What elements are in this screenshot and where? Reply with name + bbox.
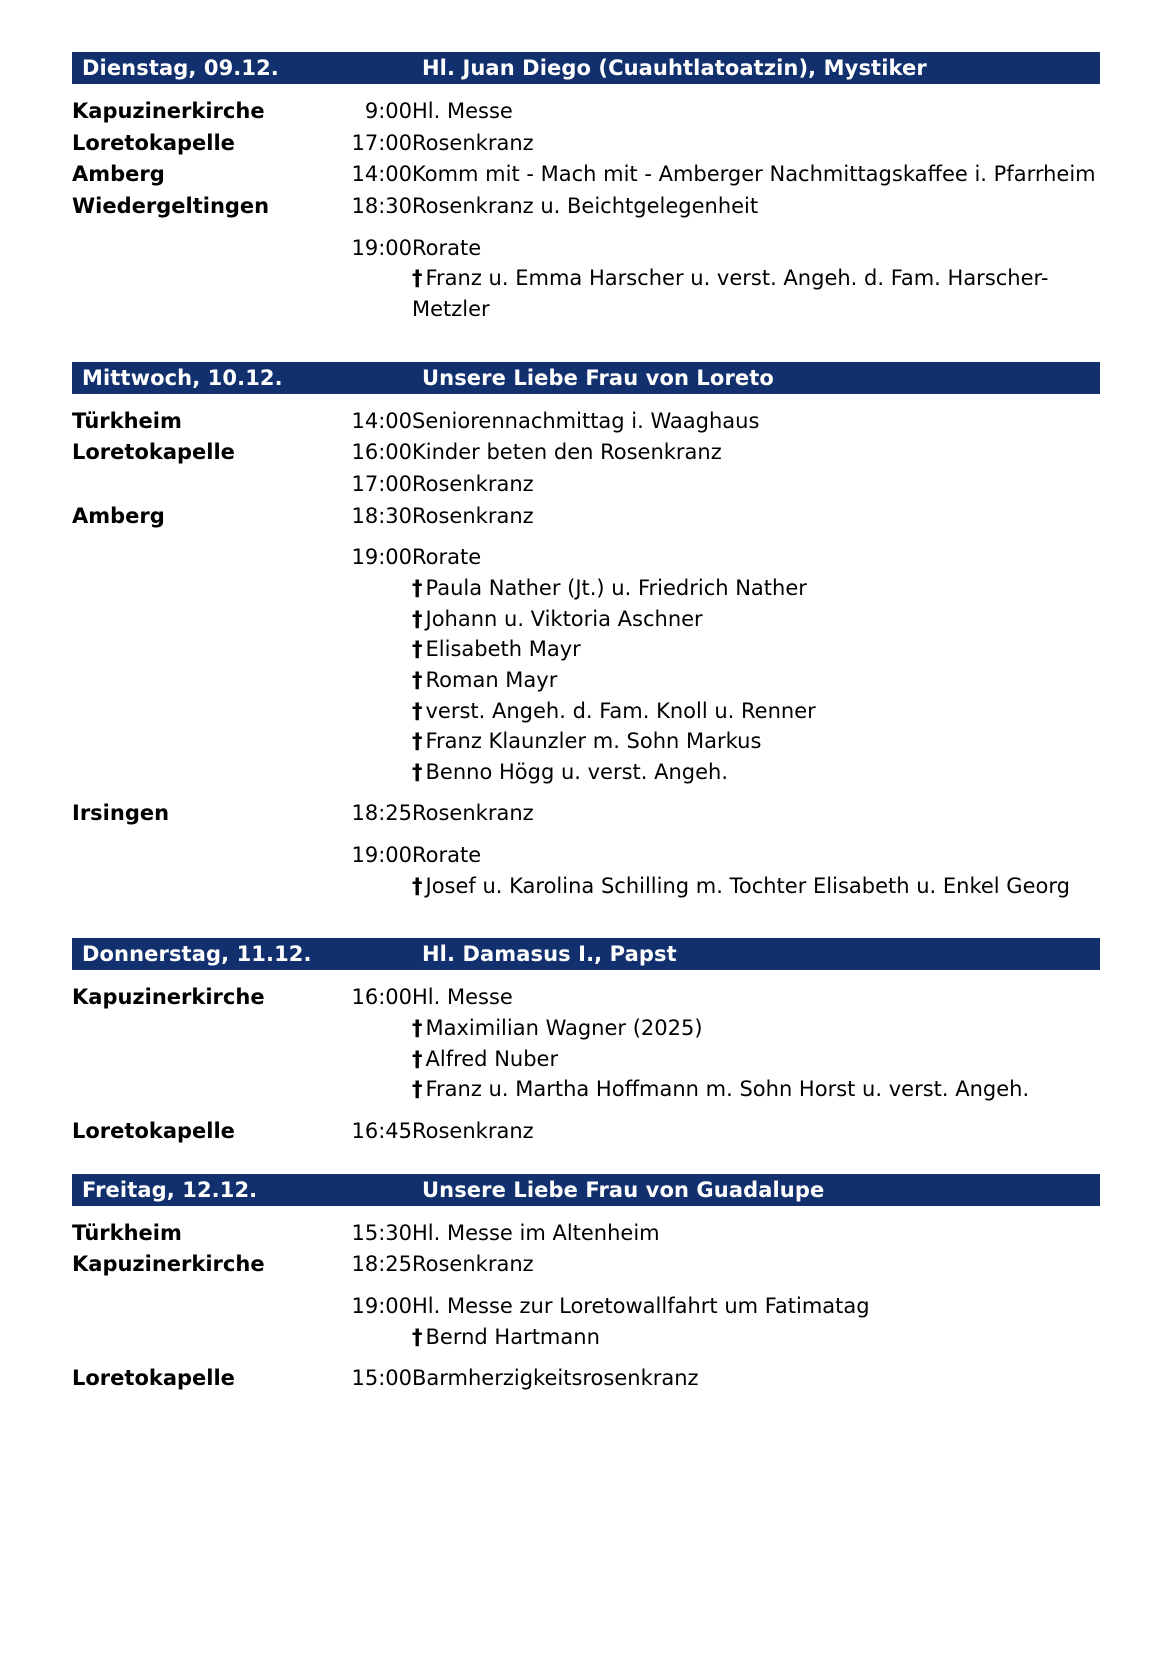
service-line [412,233,1100,264]
line-text: Rosenkranz u. Beichtgelegenheit [412,193,759,218]
day-date: Donnerstag, 11.12. [82,942,312,967]
entries-table [72,982,1100,1147]
service-line [412,840,1100,871]
entry-description [412,1218,1100,1250]
entries-table [72,96,1100,336]
day-feast: Hl. Damasus I., Papst [422,942,677,967]
table-row [72,191,1100,223]
service-line [412,469,1100,500]
row-spacer [72,532,1100,542]
entry-place: Türkheim [72,1220,182,1245]
day-feast: Unsere Liebe Frau von Loreto [422,365,774,390]
row-spacer-cell [72,223,1100,233]
entry-place [72,469,294,501]
intention-line [412,757,1100,788]
row-spacer-cell [72,532,1100,542]
line-text: verst. Angeh. d. Fam. Knoll u. Renner [425,698,816,723]
cross-icon: † [412,575,423,600]
days-container [72,52,1100,1395]
service-line [412,128,1100,159]
line-text: Rorate [412,545,482,570]
service-line [412,406,1100,437]
intention-line [412,1013,1100,1044]
entry-description [412,1116,1100,1148]
line-text: Hl. Messe im Altenheim [412,1220,660,1245]
service-line [412,191,1100,222]
intention-line [412,634,1100,665]
entries-table [72,1218,1100,1395]
entry-time: 16:00 [351,985,412,1010]
line-text: Maximilian Wagner (2025) [425,1016,703,1041]
entry-time: 16:00 [351,440,412,465]
row-spacer-cell [72,1106,1100,1116]
service-line [412,437,1100,468]
line-text: Paula Nather (Jt.) u. Friedrich Nather [425,575,807,600]
cross-icon: † [412,266,423,291]
line-text: Franz u. Emma Harscher u. verst. Angeh. d. Fam. Harscher-Metzler [412,266,1049,321]
day-date: Mittwoch, 10.12. [82,365,283,390]
intention-line [412,263,1100,324]
entry-place: Loretokapelle [72,440,235,465]
entry-time: 18:30 [351,503,412,528]
entry-time: 9:00 [364,99,412,123]
line-text: Kinder beten den Rosenkranz [412,440,722,465]
day-header [72,362,1100,394]
cross-icon: † [412,606,423,631]
entry-description [412,437,1100,469]
table-row [72,233,1100,326]
entry-description [412,1291,1100,1353]
cross-icon: † [412,759,423,784]
line-text: Seniorennachmittag i. Waaghaus [412,408,760,433]
line-text: Franz Klaunzler m. Sohn Markus [425,729,762,754]
entry-description [412,798,1100,830]
day-block [72,52,1100,336]
row-spacer [72,1106,1100,1116]
row-spacer-cell [72,830,1100,840]
row-spacer-cell [72,1353,1100,1363]
cross-icon: † [412,637,423,662]
entry-place: Amberg [72,162,165,187]
entry-description [412,1363,1100,1395]
day-block [72,938,1100,1147]
line-text: Rosenkranz [412,130,534,155]
entry-place: Wiedergeltingen [72,193,270,218]
row-spacer [72,326,1100,336]
intention-line [412,871,1100,902]
line-text: Rosenkranz [412,503,534,528]
service-line [412,1218,1100,1249]
entry-time: 17:00 [351,471,412,496]
service-line [412,1116,1100,1147]
entry-place [72,840,294,902]
service-line [412,1363,1100,1394]
table-row [72,406,1100,438]
service-line [412,96,1100,127]
row-spacer-cell [72,902,1100,912]
entry-description [412,233,1100,326]
day-feast: Hl. Juan Diego (Cuauhtlatoatzin), Mystiker [422,56,927,80]
line-text: Rorate [412,843,482,868]
entry-description [412,191,1100,223]
intention-line [412,1322,1100,1353]
service-line [412,1249,1100,1280]
table-row [72,1363,1100,1395]
line-text: Barmherzigkeitsrosenkranz [412,1366,699,1391]
entry-time: 19:00 [351,235,412,260]
table-row [72,469,1100,501]
entry-description [412,469,1100,501]
entry-time: 16:45 [351,1119,412,1144]
entry-time: 18:25 [351,801,412,826]
entry-time: 19:00 [351,545,412,570]
entry-time: 15:30 [351,1220,412,1245]
table-row [72,501,1100,533]
entry-description [412,159,1100,191]
cross-icon: † [412,729,423,754]
entry-description [412,840,1100,902]
table-row [72,1291,1100,1353]
entry-time: 14:00 [351,408,412,433]
entry-description [412,982,1100,1106]
line-text: Rorate [412,235,482,260]
entry-place [72,542,294,788]
day-date: Freitag, 12.12. [82,1177,258,1202]
entry-time: 19:00 [351,1294,412,1319]
line-text: Hl. Messe zur Loretowallfahrt um Fatimatag [412,1294,870,1319]
cross-icon: † [412,1046,423,1071]
intention-line [412,665,1100,696]
line-text: Rosenkranz [412,801,534,826]
entry-description [412,501,1100,533]
entries-table [72,406,1100,913]
row-spacer [72,223,1100,233]
cross-icon: † [412,698,423,723]
row-spacer-cell [72,1281,1100,1291]
line-text: Alfred Nuber [425,1046,559,1071]
entry-place: Kapuzinerkirche [72,99,265,123]
service-line [412,542,1100,573]
table-row [72,840,1100,902]
line-text: Johann u. Viktoria Aschner [425,606,703,631]
line-text: Komm mit - Mach mit - Amberger Nachmittagskaffee i. Pfarrheim [412,162,1096,187]
entry-place: Irsingen [72,801,170,826]
entry-description [412,1249,1100,1281]
cross-icon: † [412,1016,423,1041]
intention-line [412,1074,1100,1105]
table-row [72,437,1100,469]
table-row [72,982,1100,1106]
line-text: Hl. Messe [412,985,513,1010]
entry-time: 17:00 [351,130,412,155]
row-spacer [72,830,1100,840]
line-text: Roman Mayr [425,667,558,692]
table-row [72,96,1100,128]
day-header [72,52,1100,84]
intention-line [412,573,1100,604]
entry-place: Türkheim [72,408,182,433]
day-block [72,1174,1100,1395]
entry-place: Kapuzinerkirche [72,1252,265,1277]
row-spacer-cell [72,788,1100,798]
entry-time: 14:00 [351,162,412,187]
entry-place [72,233,294,326]
intention-line [412,1044,1100,1075]
intention-line [412,726,1100,757]
entry-time: 15:00 [351,1366,412,1391]
line-text: Franz u. Martha Hoffmann m. Sohn Horst u. verst. Angeh. [425,1077,1030,1102]
day-feast: Unsere Liebe Frau von Guadalupe [422,1177,825,1202]
service-line [412,982,1100,1013]
entry-place: Loretokapelle [72,130,235,155]
entry-place: Amberg [72,503,165,528]
entry-place: Loretokapelle [72,1119,235,1144]
row-spacer [72,1353,1100,1363]
entry-place [72,1291,294,1353]
service-line [412,798,1100,829]
line-text: Rosenkranz [412,471,534,496]
intention-line [412,604,1100,635]
day-date: Dienstag, 09.12. [82,56,279,80]
table-row [72,128,1100,160]
row-spacer-cell [72,326,1100,336]
service-line [412,1291,1100,1322]
row-spacer [72,788,1100,798]
entry-description [412,96,1100,128]
cross-icon: † [412,667,423,692]
table-row [72,1218,1100,1250]
entry-place: Kapuzinerkirche [72,985,265,1010]
line-text: Rosenkranz [412,1119,534,1144]
table-row [72,159,1100,191]
table-row [72,798,1100,830]
cross-icon: † [412,1077,423,1102]
entry-description [412,542,1100,788]
table-row [72,1116,1100,1148]
entry-time: 18:30 [351,193,412,218]
entry-time: 18:25 [351,1252,412,1277]
line-text: Josef u. Karolina Schilling m. Tochter Elisabeth u. Enkel Georg [425,873,1070,898]
entry-place: Loretokapelle [72,1366,235,1391]
day-header [72,938,1100,970]
cross-icon: † [412,1324,423,1349]
service-line [412,159,1100,190]
line-text: Hl. Messe [412,99,513,123]
table-row [72,1249,1100,1281]
entry-description [412,128,1100,160]
row-spacer [72,902,1100,912]
line-text: Rosenkranz [412,1252,534,1277]
day-block [72,362,1100,913]
line-text: Elisabeth Mayr [425,637,581,662]
day-header [72,1174,1100,1206]
row-spacer [72,1281,1100,1291]
entry-time: 19:00 [351,843,412,868]
entry-description [412,406,1100,438]
cross-icon: † [412,873,423,898]
line-text: Bernd Hartmann [425,1324,600,1349]
service-line [412,501,1100,532]
intention-line [412,696,1100,727]
table-row [72,542,1100,788]
line-text: Benno Högg u. verst. Angeh. [425,759,729,784]
